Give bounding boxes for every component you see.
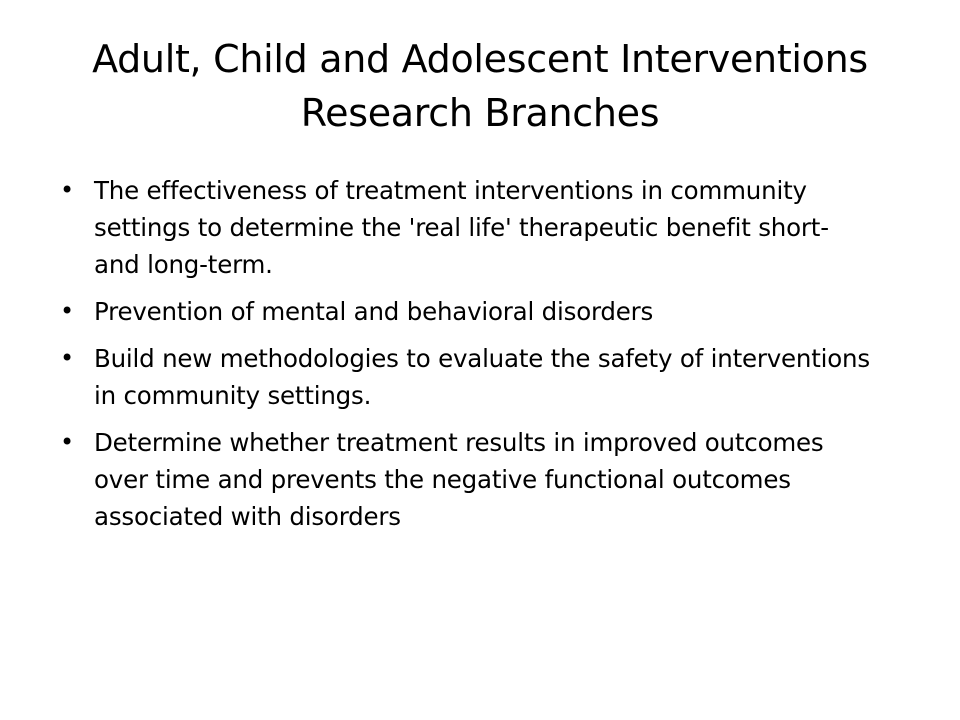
bullet-list <box>60 172 880 545</box>
bullet-text: The effectiveness of treatment interventions in community settings to determine the 'real life' therapeutic benefit short- and long-term. <box>94 176 829 279</box>
bullet-item <box>60 340 880 414</box>
bullet-icon: • <box>60 428 74 456</box>
bullet-text: Prevention of mental and behavioral disorders <box>94 297 654 326</box>
slide-title: Adult, Child and Adolescent Interventions Research Branches <box>92 37 868 135</box>
bullet-icon: • <box>60 297 74 325</box>
bullet-item <box>60 172 880 283</box>
bullet-item <box>60 424 880 535</box>
bullet-text: Build new methodologies to evaluate the safety of interventions in community settings. <box>94 344 870 410</box>
bullet-item <box>60 293 880 330</box>
bullet-icon: • <box>60 176 74 204</box>
bullet-icon: • <box>60 344 74 372</box>
bullet-text: Determine whether treatment results in improved outcomes over time and prevents the negative functional outcomes associated with disorders <box>94 428 824 531</box>
